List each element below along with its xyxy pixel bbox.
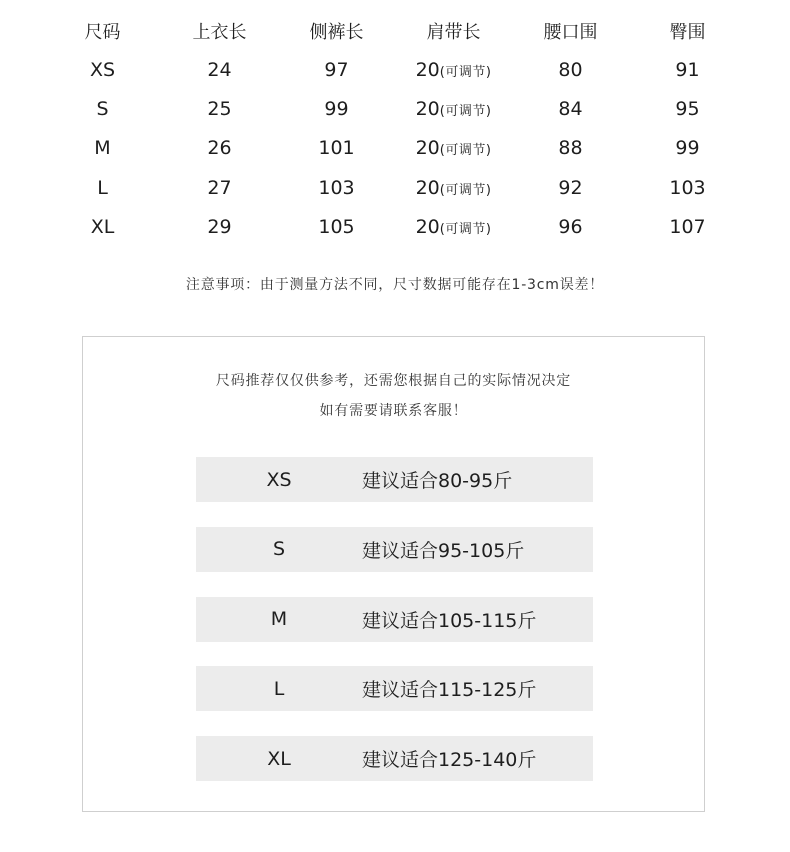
strap-value: 20 <box>415 98 440 121</box>
cell-strap-length <box>395 168 512 207</box>
cell-waist: 80 <box>558 58 583 81</box>
size-chart-table <box>44 12 746 247</box>
table-row <box>44 89 746 128</box>
cell-side-pant-length: 103 <box>318 176 355 199</box>
size-recommendation-box <box>82 336 705 812</box>
table-row <box>44 168 746 207</box>
measurement-notice: 注意事项：由于测量方法不同，尺寸数据可能存在1-3cm误差！ <box>185 277 605 293</box>
list-item <box>196 736 593 781</box>
cell-hip: 107 <box>669 216 706 239</box>
recommendation-size: M <box>270 608 288 631</box>
list-item <box>196 527 593 572</box>
cell-hip: 91 <box>675 58 700 81</box>
recommendation-weight: 建议适合125-140斤 <box>362 749 537 772</box>
list-item <box>196 666 593 711</box>
adjustable-note: (可调节) <box>439 182 492 198</box>
header-hip: 臀围 <box>669 22 706 43</box>
header-waist: 腰口围 <box>543 22 598 43</box>
cell-side-pant-length: 101 <box>318 137 355 160</box>
cell-strap-length <box>395 50 512 89</box>
header-top-length: 上衣长 <box>192 22 247 43</box>
cell-size: L <box>97 176 108 199</box>
header-size: 尺码 <box>84 22 121 43</box>
cell-top-length: 27 <box>207 176 232 199</box>
recommendation-intro-line-2: 如有需要请联系客服！ <box>319 403 468 419</box>
cell-hip: 103 <box>669 176 706 199</box>
table-row <box>44 129 746 168</box>
strap-value: 20 <box>415 137 440 160</box>
recommendation-size: XS <box>266 468 292 491</box>
cell-size: XS <box>89 58 116 81</box>
recommendation-size: L <box>273 677 285 700</box>
strap-value: 20 <box>415 58 440 81</box>
adjustable-note: (可调节) <box>439 143 492 159</box>
size-chart-header-row <box>44 12 746 50</box>
cell-waist: 96 <box>558 216 583 239</box>
recommendation-list <box>196 457 593 806</box>
recommendation-intro-line-1: 尺码推荐仅仅供参考，还需您根据自己的实际情况决定 <box>215 373 572 389</box>
cell-waist: 84 <box>558 98 583 121</box>
header-side-pant-length: 侧裤长 <box>309 22 364 43</box>
cell-size: M <box>94 137 111 160</box>
table-row <box>44 208 746 247</box>
adjustable-note: (可调节) <box>439 64 492 80</box>
cell-strap-length <box>395 89 512 128</box>
table-row <box>44 50 746 89</box>
recommendation-size: XL <box>267 747 291 770</box>
cell-waist: 88 <box>558 137 583 160</box>
cell-top-length: 26 <box>207 137 232 160</box>
cell-top-length: 25 <box>207 98 232 121</box>
cell-size: S <box>96 98 109 121</box>
cell-hip: 99 <box>675 137 700 160</box>
strap-value: 20 <box>415 176 440 199</box>
list-item <box>196 597 593 642</box>
cell-side-pant-length: 105 <box>318 216 355 239</box>
recommendation-weight: 建议适合95-105斤 <box>362 539 525 562</box>
cell-top-length: 29 <box>207 216 232 239</box>
recommendation-size: S <box>272 538 286 561</box>
cell-waist: 92 <box>558 176 583 199</box>
cell-side-pant-length: 97 <box>324 58 349 81</box>
cell-strap-length <box>395 129 512 168</box>
cell-hip: 95 <box>675 98 700 121</box>
adjustable-note: (可调节) <box>439 104 492 120</box>
cell-size: XL <box>90 216 115 239</box>
recommendation-weight: 建议适合115-125斤 <box>362 679 537 702</box>
recommendation-weight: 建议适合80-95斤 <box>362 470 513 492</box>
strap-value: 20 <box>415 216 440 239</box>
cell-side-pant-length: 99 <box>324 98 349 121</box>
recommendation-weight: 建议适合105-115斤 <box>362 609 537 632</box>
adjustable-note: (可调节) <box>439 222 492 238</box>
list-item <box>196 457 593 502</box>
cell-top-length: 24 <box>207 58 232 81</box>
cell-strap-length <box>395 208 512 247</box>
header-strap-length: 肩带长 <box>426 22 481 43</box>
